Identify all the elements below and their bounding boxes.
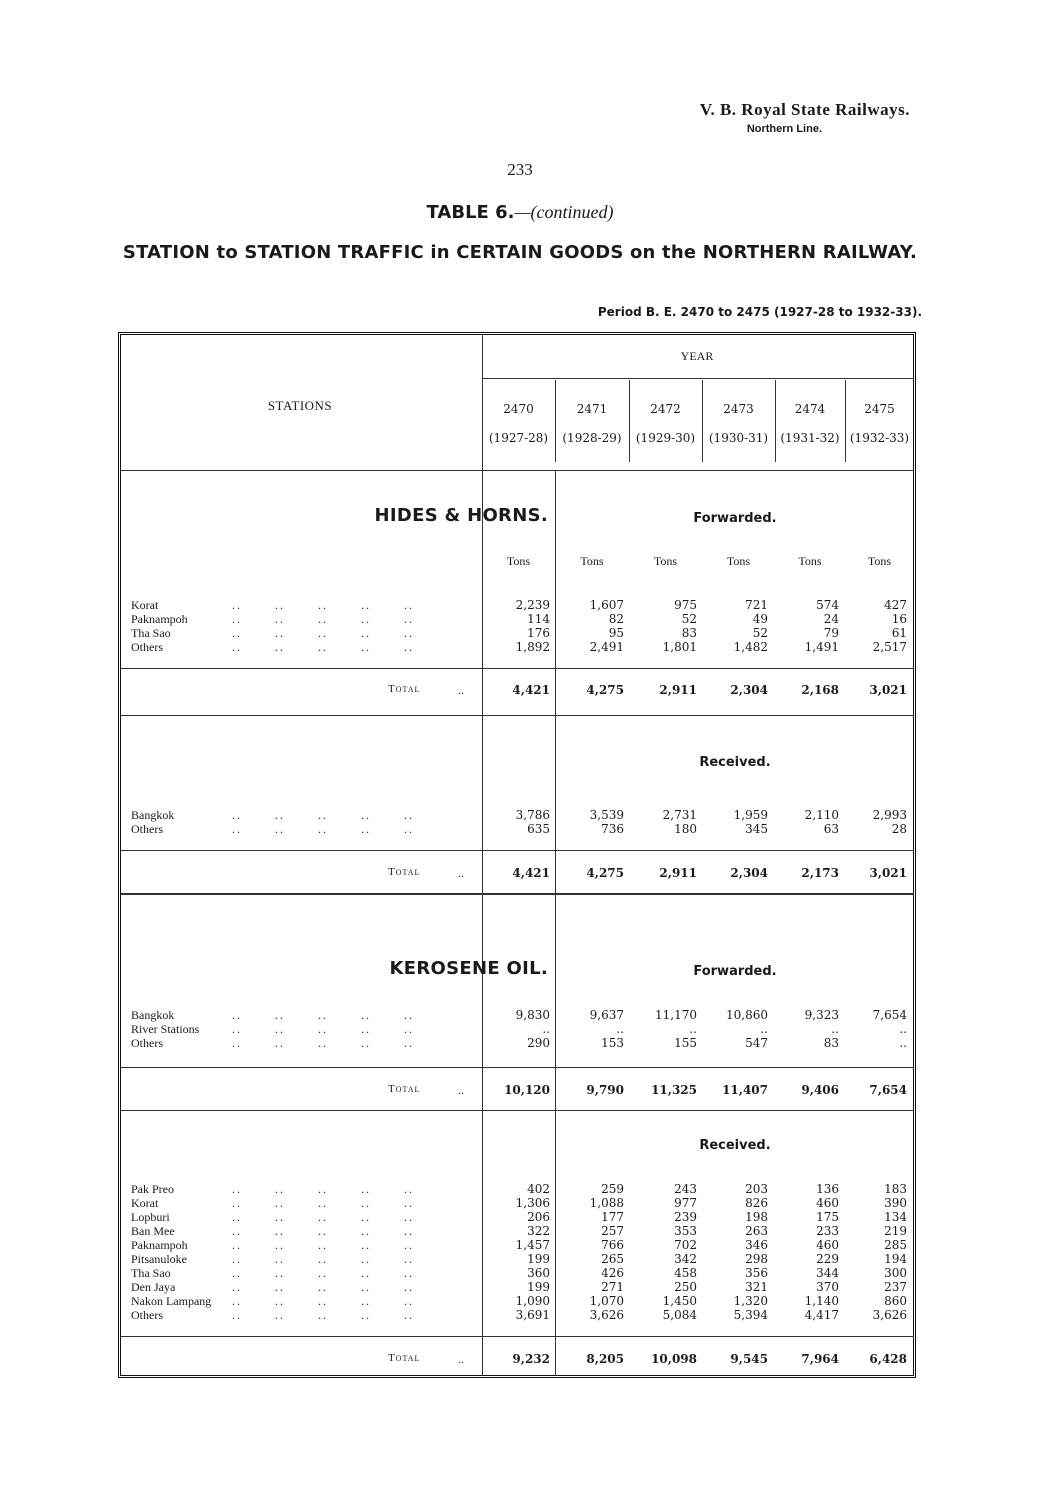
- cell-value: 322: [527, 1224, 550, 1238]
- station-name: Pak Preo: [131, 1182, 174, 1196]
- cell-value: 356: [745, 1266, 768, 1280]
- total-value: 4,275: [586, 683, 624, 697]
- unit-label: Tons: [867, 554, 892, 568]
- header-bottom-rule: [121, 470, 914, 471]
- leader-dots: ..: [458, 683, 464, 697]
- total-value: 7,964: [801, 1352, 839, 1366]
- leader-dots: .. .. .. .. ..: [232, 1308, 414, 1322]
- station-name: Bangkok: [131, 1008, 175, 1022]
- received-label: Received.: [699, 755, 771, 770]
- leader-dots: .. .. .. .. ..: [232, 1238, 414, 1252]
- cell-value: 198: [745, 1210, 768, 1224]
- cell-value: 2,110: [804, 808, 839, 822]
- forwarded-total-rule-top: [121, 668, 914, 669]
- total-label: Total: [388, 866, 421, 878]
- first-year-col-divider: [555, 470, 556, 1376]
- cell-value: 237: [884, 1280, 907, 1294]
- year-col-divider: [555, 380, 556, 462]
- cell-value: 95: [608, 626, 624, 640]
- cell-value: 1,607: [589, 598, 624, 612]
- cell-value: 52: [681, 612, 697, 626]
- cell-value: 180: [674, 822, 697, 836]
- cell-value: 229: [816, 1252, 839, 1266]
- unit-label: Tons: [506, 554, 531, 568]
- leader-dots: .. .. .. .. ..: [232, 640, 414, 654]
- cell-value: ..: [542, 1022, 550, 1036]
- cell-value: 975: [674, 598, 697, 612]
- total-value: 6,428: [869, 1352, 907, 1366]
- cell-value: 52: [752, 626, 768, 640]
- leader-dots: .. .. .. .. ..: [232, 808, 414, 822]
- cell-value: 826: [745, 1196, 768, 1210]
- cell-value: ..: [899, 1022, 907, 1036]
- cell-value: 82: [608, 612, 624, 626]
- cell-value: 3,786: [515, 808, 550, 822]
- cell-value: 175: [816, 1210, 839, 1224]
- year-be-label: 2475: [864, 402, 895, 416]
- cell-value: 766: [601, 1238, 624, 1252]
- cell-value: 1,959: [733, 808, 768, 822]
- cell-value: 300: [884, 1266, 907, 1280]
- cell-value: 460: [816, 1238, 839, 1252]
- section-title: KEROSENE OIL.: [389, 958, 548, 979]
- total-value: 2,911: [659, 683, 697, 697]
- cell-value: 2,517: [872, 640, 907, 654]
- cell-value: 321: [745, 1280, 768, 1294]
- total-value: 4,421: [512, 683, 550, 697]
- leader-dots: .. .. .. .. ..: [232, 1294, 414, 1308]
- leader-dots: ..: [458, 1083, 464, 1097]
- cell-value: ..: [760, 1022, 768, 1036]
- station-name: Others: [131, 640, 163, 654]
- cell-value: 1,070: [589, 1294, 624, 1308]
- cell-value: 460: [816, 1196, 839, 1210]
- cell-value: 183: [884, 1182, 907, 1196]
- cell-value: 3,626: [872, 1308, 907, 1322]
- total-value: 3,021: [869, 866, 907, 880]
- cell-value: 271: [601, 1280, 624, 1294]
- cell-value: 257: [601, 1224, 624, 1238]
- section-title: HIDES & HORNS.: [374, 505, 548, 526]
- cell-value: 1,892: [515, 640, 550, 654]
- total-value: 8,205: [586, 1352, 624, 1366]
- document-header-subtitle: Northern Line.: [746, 123, 822, 135]
- cell-value: 1,450: [662, 1294, 697, 1308]
- cell-value: 16: [891, 612, 907, 626]
- year-be-label: 2473: [723, 402, 754, 416]
- cell-value: 702: [674, 1238, 697, 1252]
- leader-dots: .. .. .. .. ..: [232, 1252, 414, 1266]
- cell-value: 219: [884, 1224, 907, 1238]
- unit-label: Tons: [653, 554, 678, 568]
- leader-dots: .. .. .. .. ..: [232, 1266, 414, 1280]
- table-title: [0, 202, 1040, 223]
- total-value: 2,911: [659, 866, 697, 880]
- year-col-divider: [775, 380, 776, 462]
- year-col-divider: [845, 380, 846, 462]
- station-name: Bangkok: [131, 808, 175, 822]
- cell-value: 3,691: [515, 1308, 550, 1322]
- received-label: Received.: [699, 1138, 771, 1153]
- station-name: Nakon Lampang: [131, 1294, 212, 1308]
- total-value: 4,421: [512, 866, 550, 880]
- cell-value: 2,491: [589, 640, 624, 654]
- cell-value: 2,239: [515, 598, 550, 612]
- leader-dots: .. .. .. .. ..: [232, 598, 414, 612]
- cell-value: 9,323: [804, 1008, 839, 1022]
- cell-value: 721: [745, 598, 768, 612]
- cell-value: 9,637: [589, 1008, 624, 1022]
- cell-value: 24: [823, 612, 839, 626]
- cell-value: ..: [899, 1036, 907, 1050]
- year-header-rule: [482, 378, 914, 379]
- station-name: Paknampoh: [131, 612, 188, 626]
- year-be-label: 2471: [576, 402, 608, 416]
- leader-dots: .. .. .. .. ..: [232, 1022, 414, 1036]
- table-title-main: TABLE 6.: [426, 202, 515, 223]
- cell-value: 114: [527, 612, 550, 626]
- cell-value: 250: [674, 1280, 697, 1294]
- total-value: 4,275: [586, 866, 624, 880]
- table-subtitle: STATION to STATION TRAFFIC in CERTAIN GOODS on the NORTHERN RAILWAY.: [122, 242, 918, 263]
- year-be-label: 2474: [794, 402, 826, 416]
- cell-value: ..: [831, 1022, 839, 1036]
- cell-value: 344: [816, 1266, 839, 1280]
- cell-value: 3,626: [589, 1308, 624, 1322]
- cell-value: 155: [674, 1036, 697, 1050]
- station-name: Paknampoh: [131, 1238, 188, 1252]
- cell-value: 49: [752, 612, 768, 626]
- cell-value: 79: [823, 626, 839, 640]
- cell-value: 1,457: [515, 1238, 550, 1252]
- year-ad-label: (1932-33): [849, 431, 910, 445]
- cell-value: 360: [527, 1266, 550, 1280]
- cell-value: 5,084: [662, 1308, 697, 1322]
- total-value: 2,168: [801, 683, 839, 697]
- year-ad-label: (1928-29): [562, 431, 622, 445]
- total-label: Total: [388, 1083, 421, 1095]
- received-total-rule-top: [121, 1336, 914, 1337]
- total-value: 11,407: [722, 1083, 768, 1097]
- total-value: 2,304: [730, 866, 768, 880]
- station-name: Tha Sao: [131, 626, 171, 640]
- year-ad-label: (1930-31): [708, 431, 769, 445]
- table-title-continued: —(continued): [514, 202, 614, 222]
- total-value: 10,098: [651, 1352, 697, 1366]
- leader-dots: .. .. .. .. ..: [232, 1182, 414, 1196]
- station-name: Others: [131, 822, 163, 836]
- station-name: River Stations: [131, 1022, 200, 1036]
- cell-value: 427: [884, 598, 907, 612]
- stations-col-divider: [482, 470, 483, 1376]
- cell-value: 83: [681, 626, 697, 640]
- cell-value: 2,731: [662, 808, 697, 822]
- cell-value: 177: [601, 1210, 624, 1224]
- cell-value: 9,830: [515, 1008, 550, 1022]
- cell-value: 239: [674, 1210, 697, 1224]
- cell-value: 7,654: [872, 1008, 907, 1022]
- station-name: Others: [131, 1036, 163, 1050]
- year-be-label: 2472: [650, 402, 681, 416]
- total-label: Total: [388, 683, 421, 695]
- cell-value: 2,993: [872, 808, 907, 822]
- cell-value: 1,801: [662, 640, 697, 654]
- station-name: Den Jaya: [131, 1280, 176, 1294]
- cell-value: 547: [745, 1036, 768, 1050]
- cell-value: 28: [891, 822, 907, 836]
- year-col-divider: [629, 380, 630, 462]
- total-value: 9,790: [586, 1083, 624, 1097]
- station-name: Lopburi: [131, 1210, 170, 1224]
- total-label: Total: [388, 1352, 421, 1364]
- leader-dots: .. .. .. .. ..: [232, 612, 414, 626]
- total-value: 2,304: [730, 683, 768, 697]
- cell-value: 390: [884, 1196, 907, 1210]
- leader-dots: .. .. .. .. ..: [232, 1196, 414, 1210]
- leader-dots: .. .. .. .. ..: [232, 822, 414, 836]
- forwarded-total-rule-bottom: [121, 715, 914, 716]
- document-header-title: V. B. Royal State Railways.: [699, 100, 910, 119]
- leader-dots: .. .. .. .. ..: [232, 1008, 414, 1022]
- leader-dots: .. .. .. .. ..: [232, 1224, 414, 1238]
- leader-dots: ..: [458, 866, 464, 880]
- cell-value: 11,170: [655, 1008, 697, 1022]
- unit-label: Tons: [580, 554, 604, 568]
- leader-dots: ..: [458, 1352, 464, 1366]
- cell-value: 199: [527, 1252, 550, 1266]
- forwarded-label: Forwarded.: [693, 964, 777, 979]
- cell-value: 194: [884, 1252, 907, 1266]
- cell-value: 574: [816, 598, 839, 612]
- cell-value: 1,491: [804, 640, 839, 654]
- cell-value: 5,394: [733, 1308, 768, 1322]
- cell-value: 206: [527, 1210, 550, 1224]
- cell-value: 63: [823, 822, 839, 836]
- cell-value: 259: [601, 1182, 624, 1196]
- total-value: 9,232: [512, 1352, 550, 1366]
- year-be-label: 2470: [503, 402, 534, 416]
- cell-value: 402: [527, 1182, 550, 1196]
- cell-value: 635: [527, 822, 550, 836]
- cell-value: 370: [816, 1280, 839, 1294]
- cell-value: 153: [601, 1036, 624, 1050]
- year-ad-label: (1927-28): [488, 431, 549, 445]
- cell-value: 285: [884, 1238, 907, 1252]
- cell-value: 1,306: [515, 1196, 550, 1210]
- station-name: Korat: [131, 1196, 159, 1210]
- period-note: Period B. E. 2470 to 2475 (1927-28 to 1932-33).: [597, 305, 922, 319]
- total-value: 2,173: [801, 866, 839, 880]
- year-ad-label: (1929-30): [635, 431, 696, 445]
- cell-value: 265: [601, 1252, 624, 1266]
- cell-value: 61: [891, 626, 907, 640]
- cell-value: 977: [674, 1196, 697, 1210]
- total-value: 11,325: [651, 1083, 697, 1097]
- cell-value: 199: [527, 1280, 550, 1294]
- received-total-rule-top: [121, 850, 914, 851]
- total-value: 3,021: [869, 683, 907, 697]
- station-name: Tha Sao: [131, 1266, 171, 1280]
- cell-value: 3,539: [589, 808, 624, 822]
- cell-value: 176: [527, 626, 550, 640]
- forwarded-total-rule-bottom: [121, 1110, 914, 1111]
- forwarded-total-rule-top: [121, 1067, 914, 1068]
- cell-value: 860: [884, 1294, 907, 1308]
- cell-value: 203: [745, 1182, 768, 1196]
- cell-value: 1,320: [733, 1294, 768, 1308]
- cell-value: ..: [689, 1022, 697, 1036]
- total-value: 7,654: [869, 1083, 907, 1097]
- cell-value: 736: [601, 822, 624, 836]
- station-name: Korat: [131, 598, 159, 612]
- unit-label: Tons: [726, 554, 751, 568]
- cell-value: 243: [674, 1182, 697, 1196]
- cell-value: 458: [674, 1266, 697, 1280]
- cell-value: 345: [745, 822, 768, 836]
- year-header: YEAR: [680, 349, 714, 363]
- leader-dots: .. .. .. .. ..: [232, 1280, 414, 1294]
- cell-value: 134: [884, 1210, 907, 1224]
- cell-value: 290: [527, 1036, 550, 1050]
- cell-value: 426: [601, 1266, 624, 1280]
- cell-value: 298: [745, 1252, 768, 1266]
- cell-value: 4,417: [804, 1308, 839, 1322]
- forwarded-label: Forwarded.: [693, 511, 777, 526]
- cell-value: 10,860: [726, 1008, 768, 1022]
- total-value: 9,406: [801, 1083, 839, 1097]
- page-number: 233: [507, 160, 533, 179]
- cell-value: 1,088: [589, 1196, 624, 1210]
- year-ad-label: (1931-32): [780, 431, 840, 445]
- leader-dots: .. .. .. .. ..: [232, 626, 414, 640]
- unit-label: Tons: [798, 554, 822, 568]
- total-value: 9,545: [730, 1352, 768, 1366]
- station-name: Ban Mee: [131, 1224, 175, 1238]
- total-value: 10,120: [504, 1083, 550, 1097]
- section-break-rule: [121, 893, 914, 895]
- leader-dots: .. .. .. .. ..: [232, 1210, 414, 1224]
- cell-value: ..: [616, 1022, 624, 1036]
- year-col-divider: [702, 380, 703, 462]
- cell-value: 346: [745, 1238, 768, 1252]
- station-name: Pitsanuloke: [131, 1252, 187, 1266]
- cell-value: 83: [823, 1036, 839, 1050]
- cell-value: 136: [816, 1182, 839, 1196]
- cell-value: 1,140: [804, 1294, 839, 1308]
- station-name: Others: [131, 1308, 163, 1322]
- cell-value: 1,482: [733, 640, 768, 654]
- cell-value: 1,090: [515, 1294, 550, 1308]
- cell-value: 263: [745, 1224, 768, 1238]
- cell-value: 353: [674, 1224, 697, 1238]
- cell-value: 342: [674, 1252, 697, 1266]
- stations-header: STATIONS: [267, 398, 333, 413]
- leader-dots: .. .. .. .. ..: [232, 1036, 414, 1050]
- cell-value: 233: [816, 1224, 839, 1238]
